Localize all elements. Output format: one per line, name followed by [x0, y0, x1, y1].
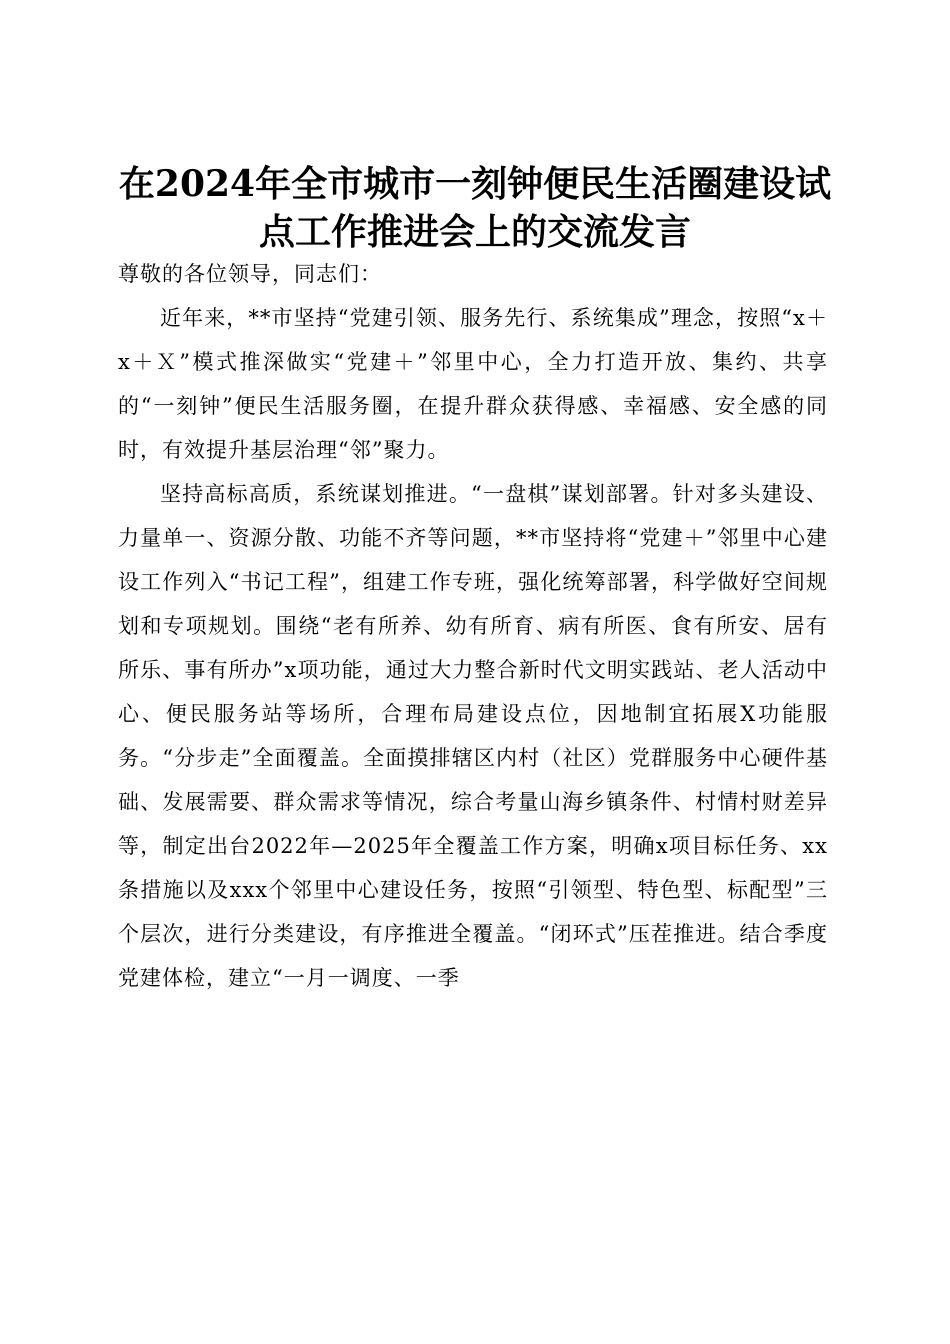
- document-title: [0, 160, 950, 256]
- title-line-1: 在2024年全市城市一刻钟便民生活圈建设试: [118, 163, 832, 206]
- salutation: 尊敬的各位领导，同志们：: [118, 262, 382, 286]
- title-line-2: 点工作推进会上的交流发言: [258, 211, 691, 254]
- paragraph-2: 坚持高标高质，系统谋划推进。“一盘棋”谋划部署。针对多头建设、力量单一、资源分散、功能不齐等问题，**市坚持将“党建＋”邻里中心建设工作列入“书记工程”，组建工作专班，强化统筹部署，科学做好空间规划和专项规划。围绕“老有所养、幼有所育、病有所医、食有所安、居有所乐、事有所办”x项功能，通过大力整合新时代文明实践站、老人活动中心、便民服务站等场所，合理布局建设点位，因地制宜拓展X功能服务。“分步走”全面覆盖。全面摸排辖区内村（社区）党群服务中心硬件基础、发展需要、群众需求等情况，综合考量山海乡镇条件、村情村财差异等，制定出台2022年—2025年全覆盖工作方案，明确x项目标任务、xx条措施以及xxx个邻里中心建设任务，按照“引领型、特色型、标配型”三个层次，进行分类建设，有序推进全覆盖。“闭环式”压茬推进。结合季度党建体检，建立“一月一调度、一季: [118, 482, 828, 990]
- document-body: [118, 252, 828, 1000]
- paragraph-1: 近年来，**市坚持“党建引领、服务先行、系统集成”理念，按照“x＋x＋Ｘ”模式推深做实“党建＋”邻里中心，全力打造开放、集约、共享的“一刻钟”便民生活服务圈，在提升群众获得感、幸福感、安全感的同时，有效提升基层治理“邻”聚力。: [118, 306, 828, 462]
